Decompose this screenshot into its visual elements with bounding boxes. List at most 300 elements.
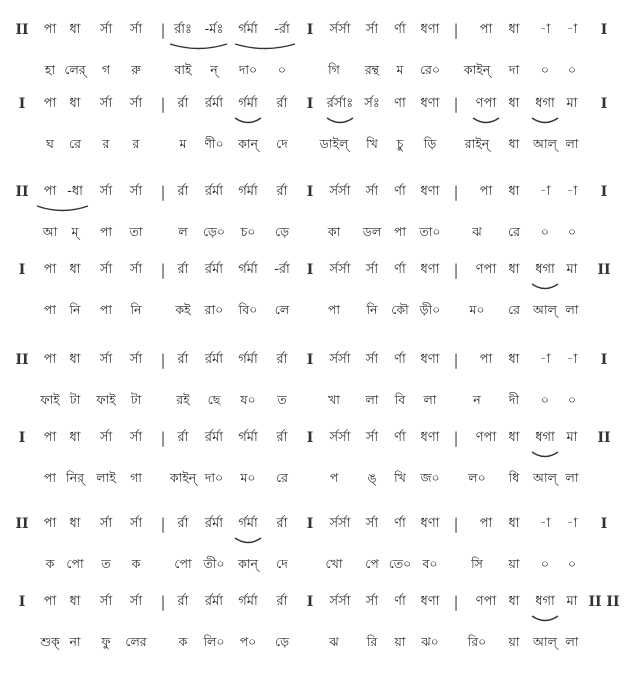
slur-mark xyxy=(170,44,227,49)
swara-note: র্সর্সা xyxy=(329,430,351,445)
swara-note: র্সর্সা xyxy=(329,184,351,199)
beat-divider: | xyxy=(453,593,459,611)
swara-note: র্সা xyxy=(99,352,113,367)
swara-note: ধা xyxy=(508,516,520,531)
swara-note: র্সা xyxy=(365,516,379,531)
lyric-syllable: ছে xyxy=(207,392,221,407)
lyric-syllable: য়া xyxy=(508,634,520,649)
swara-note: র্সা xyxy=(129,594,143,609)
swara-note: র্গর্মা xyxy=(238,430,258,445)
swara-note: র্রা xyxy=(276,352,288,367)
swara-note: ধগা xyxy=(535,96,555,111)
swara-note: র্রাঃ xyxy=(174,22,192,37)
lyric-syllable: পে xyxy=(365,556,379,571)
beat-divider: | xyxy=(160,261,166,279)
lyric-row xyxy=(0,466,644,490)
lyric-syllable: ঙ্ xyxy=(367,470,377,485)
swara-note: র্সর্সা xyxy=(329,516,351,531)
swara-note: র্সা xyxy=(365,262,379,277)
lyric-syllable: রা০ xyxy=(204,302,224,317)
swara-note: পা xyxy=(43,96,57,111)
lyric-row xyxy=(0,220,644,244)
swara-note: পা xyxy=(43,516,57,531)
left-barline: I xyxy=(18,262,26,278)
lyric-syllable: প xyxy=(329,470,339,485)
swara-note: -র্মঃ xyxy=(204,22,224,37)
swara-note: র্রা xyxy=(177,430,189,445)
swara-note: র্ণা xyxy=(394,430,406,445)
swara-note: ধা xyxy=(508,430,520,445)
swara-note: র্সা xyxy=(129,22,143,37)
beat-divider: | xyxy=(453,261,459,279)
lyric-syllable: য়া xyxy=(508,556,520,571)
lyric-syllable: ০ xyxy=(540,392,550,407)
swara-note: র্সা xyxy=(129,516,143,531)
lyric-syllable: রে xyxy=(276,470,288,485)
lyric-syllable: দা xyxy=(508,62,520,77)
swara-note: ণপা xyxy=(475,430,497,445)
lyric-syllable: ম০ xyxy=(469,302,485,317)
beat-divider: | xyxy=(160,429,166,447)
swara-note: ধা xyxy=(508,352,520,367)
lyric-syllable: দা০ xyxy=(238,62,258,77)
swara-note: র্সা xyxy=(129,96,143,111)
swara-note: ধণা xyxy=(420,430,440,445)
lyric-row xyxy=(0,298,644,322)
lyric-syllable: টা xyxy=(130,392,142,407)
lyric-syllable: নি xyxy=(130,302,142,317)
swara-note: ধা xyxy=(69,352,81,367)
left-barline: I xyxy=(18,430,26,446)
lyric-syllable: খা xyxy=(328,392,340,407)
swara-note: র্গর্মা xyxy=(238,516,258,531)
lyric-syllable: তে০ xyxy=(388,556,412,571)
swara-note: র্রা xyxy=(177,96,189,111)
lyric-row xyxy=(0,132,644,156)
swara-note: -া xyxy=(566,352,578,367)
lyric-syllable: ঝ xyxy=(472,224,482,239)
swara-row xyxy=(0,426,644,450)
lyric-syllable: ম্ xyxy=(71,224,79,239)
right-barline: I xyxy=(600,516,608,532)
swara-note: -া xyxy=(539,516,551,531)
swara-note: ণপা xyxy=(475,594,497,609)
slur-mark xyxy=(37,206,88,211)
beat-divider: | xyxy=(453,95,459,113)
lyric-syllable: লা xyxy=(423,392,437,407)
right-barline: I xyxy=(600,184,608,200)
swara-note: র্গর্মা xyxy=(238,96,258,111)
swara-note: র্রা xyxy=(177,352,189,367)
beat-divider: | xyxy=(160,21,166,39)
swara-note: পা xyxy=(479,22,493,37)
lyric-syllable: ০ xyxy=(567,556,577,571)
lyric-syllable: রে০ xyxy=(419,62,441,77)
lyric-syllable: দী xyxy=(508,392,520,407)
swara-note: র্সা xyxy=(129,430,143,445)
lyric-syllable: ০ xyxy=(540,224,550,239)
swara-note: ধা xyxy=(69,516,81,531)
lyric-syllable: না xyxy=(69,634,81,649)
swara-note: র্রর্মা xyxy=(204,184,224,199)
lyric-syllable: ধা xyxy=(508,136,520,151)
lyric-syllable: কাইন্ xyxy=(463,62,491,77)
lyric-syllable: জ০ xyxy=(420,470,440,485)
slur-mark xyxy=(473,118,499,123)
lyric-syllable: ০ xyxy=(567,224,577,239)
swara-note: র্সর্সা xyxy=(329,262,351,277)
swara-note: র্সা xyxy=(365,22,379,37)
lyric-syllable: পো xyxy=(174,556,192,571)
swara-note: ণা xyxy=(394,96,406,111)
swara-note: পা xyxy=(43,352,57,367)
swara-note: র্রা xyxy=(177,516,189,531)
swara-note: র্সঃ xyxy=(364,96,380,111)
lyric-syllable: পা xyxy=(43,470,57,485)
swara-note: পা xyxy=(43,22,57,37)
swara-note: র্রর্মা xyxy=(204,594,224,609)
swara-note: পা xyxy=(43,262,57,277)
lyric-syllable: কা xyxy=(327,224,341,239)
swara-note: ণপা xyxy=(475,262,497,277)
swara-note: র্রা xyxy=(276,184,288,199)
swara-note: ধণা xyxy=(420,594,440,609)
lyric-syllable: চ০ xyxy=(240,224,256,239)
swara-note: র্সা xyxy=(99,96,113,111)
right-barline: I xyxy=(600,96,608,112)
lyric-syllable: ঝ০ xyxy=(421,634,439,649)
swara-note: র্সর্সা xyxy=(329,594,351,609)
left-barline: I xyxy=(18,96,26,112)
lyric-syllable: টা xyxy=(69,392,81,407)
lyric-syllable: আল্ xyxy=(533,470,557,485)
lyric-syllable: ত xyxy=(277,392,287,407)
swara-note: র্রর্মা xyxy=(204,430,224,445)
lyric-syllable: রই xyxy=(176,392,190,407)
right-barline: I xyxy=(600,352,608,368)
swara-note: ধগা xyxy=(535,262,555,277)
lyric-syllable: ন্ xyxy=(210,62,218,77)
lyric-row xyxy=(0,552,644,576)
lyric-row xyxy=(0,630,644,654)
swara-note: ধা xyxy=(69,594,81,609)
lyric-syllable: ডাইল্ xyxy=(319,136,349,151)
lyric-syllable: তী০ xyxy=(203,556,225,571)
swara-note: ধগা xyxy=(535,430,555,445)
swara-note: -ধা xyxy=(67,184,83,199)
lyric-syllable: রে xyxy=(508,224,520,239)
lyric-syllable: য০ xyxy=(240,392,256,407)
swara-note: র্রা xyxy=(177,262,189,277)
swara-note: ধণা xyxy=(420,262,440,277)
lyric-syllable: বি xyxy=(394,392,406,407)
beat-divider: | xyxy=(160,351,166,369)
swara-note: র্ণা xyxy=(394,352,406,367)
lyric-syllable: আল্ xyxy=(533,302,557,317)
lyric-syllable: ম০ xyxy=(240,470,256,485)
swara-note: মা xyxy=(566,430,578,445)
lyric-syllable: প০ xyxy=(239,634,257,649)
lyric-syllable: লের xyxy=(125,634,147,649)
lyric-syllable: দে xyxy=(276,556,288,571)
slur-mark xyxy=(327,118,353,123)
swara-note: র্রা xyxy=(276,516,288,531)
lyric-syllable: রে xyxy=(508,302,520,317)
lyric-syllable: ড়ে০ xyxy=(202,224,226,239)
swara-row xyxy=(0,18,644,42)
slur-mark xyxy=(532,616,558,621)
lyric-syllable: নি xyxy=(366,302,378,317)
beat-divider: | xyxy=(453,21,459,39)
slur-mark xyxy=(532,118,558,123)
lyric-syllable: ফাই xyxy=(96,392,116,407)
swara-row xyxy=(0,348,644,372)
lyric-syllable: লে xyxy=(274,302,290,317)
lyric-syllable: লা xyxy=(565,302,579,317)
swara-row xyxy=(0,180,644,204)
swara-note: ধা xyxy=(508,594,520,609)
lyric-syllable: পা xyxy=(327,302,341,317)
swara-note: র্সা xyxy=(129,262,143,277)
lyric-syllable: ত xyxy=(101,556,111,571)
swara-note: র্ণা xyxy=(394,184,406,199)
lyric-syllable: গা xyxy=(130,470,142,485)
swara-note: ধণা xyxy=(420,516,440,531)
lyric-syllable: ০ xyxy=(567,62,577,77)
swara-row xyxy=(0,258,644,282)
lyric-syllable: আল্ xyxy=(533,634,557,649)
lyric-syllable: ড়ী০ xyxy=(419,302,441,317)
mid-barline: I xyxy=(306,22,314,38)
swara-note: -র্রা xyxy=(274,22,290,37)
mid-barline: I xyxy=(306,184,314,200)
lyric-syllable: সি xyxy=(471,556,483,571)
left-barline: II xyxy=(15,184,29,200)
swara-note: পা xyxy=(43,594,57,609)
lyric-syllable: রি xyxy=(366,634,378,649)
lyric-syllable: ক xyxy=(45,556,55,571)
lyric-syllable: তা xyxy=(129,224,143,239)
lyric-syllable: কান্ xyxy=(238,136,258,151)
swara-note: -র্রা xyxy=(274,262,290,277)
swara-note: র্ণা xyxy=(394,516,406,531)
lyric-syllable: লের্ xyxy=(64,62,86,77)
lyric-syllable: বি০ xyxy=(238,302,258,317)
lyric-syllable: পা xyxy=(99,302,113,317)
swara-note: র্ণা xyxy=(394,22,406,37)
mid-barline: I xyxy=(306,96,314,112)
lyric-syllable: ০ xyxy=(540,62,550,77)
lyric-syllable: লা xyxy=(565,634,579,649)
swara-note: র্সা xyxy=(99,184,113,199)
mid-barline: I xyxy=(306,516,314,532)
swara-note: ণপা xyxy=(475,96,497,111)
swara-note: র্রর্মা xyxy=(204,262,224,277)
swara-note: ধগা xyxy=(535,594,555,609)
mid-barline: I xyxy=(306,262,314,278)
right-barline: I xyxy=(600,22,608,38)
beat-divider: | xyxy=(160,515,166,533)
beat-divider: | xyxy=(160,95,166,113)
swara-note: র্ণা xyxy=(394,262,406,277)
swara-note: র্রা xyxy=(177,184,189,199)
lyric-syllable: পা xyxy=(43,302,57,317)
lyric-syllable: ন xyxy=(473,392,481,407)
swara-note: ধণা xyxy=(420,184,440,199)
swara-note: র্রা xyxy=(276,430,288,445)
swara-note: পা xyxy=(479,184,493,199)
lyric-syllable: তা০ xyxy=(419,224,441,239)
swara-row xyxy=(0,512,644,536)
beat-divider: | xyxy=(160,593,166,611)
swara-note: ধা xyxy=(69,430,81,445)
swara-note: -া xyxy=(566,22,578,37)
swara-note: র্গর্মা xyxy=(238,22,258,37)
lyric-syllable: গ xyxy=(101,62,111,77)
lyric-syllable: লা xyxy=(565,470,579,485)
beat-divider: | xyxy=(453,183,459,201)
lyric-syllable: রু xyxy=(131,62,141,77)
lyric-syllable: পো xyxy=(66,556,84,571)
swara-note: র্রা xyxy=(276,96,288,111)
lyric-syllable: রাইন্ xyxy=(464,136,490,151)
lyric-syllable: লা xyxy=(365,392,379,407)
swara-note: পা xyxy=(43,430,57,445)
lyric-syllable: ল০ xyxy=(468,470,486,485)
lyric-row xyxy=(0,58,644,82)
swara-note: পা xyxy=(43,184,57,199)
lyric-syllable: কান্ xyxy=(238,556,258,571)
swara-note: -া xyxy=(539,22,551,37)
swara-note: র্রা xyxy=(177,594,189,609)
swara-note: -া xyxy=(566,516,578,531)
lyric-syllable: কই xyxy=(175,302,191,317)
lyric-syllable: খো xyxy=(325,556,343,571)
slur-mark xyxy=(235,118,261,123)
lyric-syllable: চু xyxy=(396,136,404,151)
swara-note: র্রা xyxy=(276,594,288,609)
swara-note: পা xyxy=(479,516,493,531)
lyric-syllable: বাই xyxy=(174,62,192,77)
lyric-syllable: দা০ xyxy=(204,470,224,485)
swara-row xyxy=(0,92,644,116)
swara-note: ধা xyxy=(508,262,520,277)
swara-note: -া xyxy=(566,184,578,199)
lyric-syllable: নি xyxy=(69,302,81,317)
lyric-syllable: র xyxy=(132,136,140,151)
lyric-syllable: ফু xyxy=(101,634,111,649)
right-barline: II xyxy=(597,262,611,278)
lyric-syllable: ০ xyxy=(540,556,550,571)
swara-note: পা xyxy=(479,352,493,367)
swara-note: র্গর্মা xyxy=(238,352,258,367)
swara-note: র্সা xyxy=(365,352,379,367)
lyric-syllable: ল xyxy=(178,224,188,239)
lyric-syllable: নির্ xyxy=(66,470,84,485)
lyric-syllable: ব০ xyxy=(422,556,438,571)
swara-note: -া xyxy=(539,352,551,367)
swara-note: ধা xyxy=(508,96,520,111)
swara-note: র্সা xyxy=(99,594,113,609)
swara-note: ধা xyxy=(508,184,520,199)
lyric-syllable: খি xyxy=(366,136,378,151)
lyric-syllable: ধি xyxy=(508,470,520,485)
swara-note: র্রর্মা xyxy=(204,352,224,367)
lyric-syllable: ম xyxy=(396,62,404,77)
lyric-syllable: আল্ xyxy=(533,136,557,151)
lyric-syllable: ণী০ xyxy=(204,136,224,151)
lyric-syllable: পা xyxy=(393,224,407,239)
slur-mark xyxy=(235,44,295,49)
swara-note: র্গর্মা xyxy=(238,184,258,199)
beat-divider: | xyxy=(160,183,166,201)
mid-barline: I xyxy=(306,594,314,610)
lyric-syllable: পা xyxy=(99,224,113,239)
left-barline: II xyxy=(15,352,29,368)
right-barline: II xyxy=(597,430,611,446)
swara-note: ধা xyxy=(69,96,81,111)
lyric-syllable: দে xyxy=(276,136,288,151)
lyric-syllable: কৌ xyxy=(391,302,409,317)
left-barline: II xyxy=(15,516,29,532)
lyric-syllable: ড়ি xyxy=(423,136,437,151)
swara-note: র্সা xyxy=(99,516,113,531)
swara-note: ধণা xyxy=(420,22,440,37)
swara-note: র্সা xyxy=(129,184,143,199)
lyric-syllable: হা xyxy=(44,62,56,77)
swara-note: র্সা xyxy=(99,262,113,277)
swara-note: ধণা xyxy=(420,352,440,367)
lyric-syllable: রি০ xyxy=(467,634,487,649)
swara-note: ধা xyxy=(69,22,81,37)
swara-note: ধা xyxy=(69,262,81,277)
swara-note: র্ণা xyxy=(394,594,406,609)
lyric-syllable: ঘ xyxy=(46,136,54,151)
left-barline: II xyxy=(15,22,29,38)
lyric-syllable: ডল xyxy=(362,224,382,239)
lyric-syllable: লাই xyxy=(96,470,116,485)
lyric-syllable: ম xyxy=(179,136,187,151)
lyric-syllable: ০ xyxy=(567,392,577,407)
lyric-syllable: ঝ xyxy=(329,634,339,649)
swara-note: মা xyxy=(566,262,578,277)
swara-note: র্সা xyxy=(99,430,113,445)
lyric-syllable: কাইন্ xyxy=(169,470,197,485)
lyric-syllable: ড়ে xyxy=(275,224,289,239)
swara-note: র্গর্মা xyxy=(238,594,258,609)
swara-note: র্রর্সাঃ xyxy=(326,96,354,111)
swara-row xyxy=(0,590,644,614)
lyric-row xyxy=(0,388,644,412)
swara-note: র্সা xyxy=(129,352,143,367)
swara-note: ধণা xyxy=(420,96,440,111)
swara-note: -া xyxy=(539,184,551,199)
swara-note: মা xyxy=(566,96,578,111)
swara-note: র্রর্মা xyxy=(204,516,224,531)
swara-note: মা xyxy=(566,594,578,609)
beat-divider: | xyxy=(453,515,459,533)
swara-note: র্গর্মা xyxy=(238,262,258,277)
swara-note: র্সা xyxy=(365,430,379,445)
slur-mark xyxy=(532,452,558,457)
lyric-syllable: শুক্ xyxy=(40,634,60,649)
lyric-syllable: লি০ xyxy=(203,634,225,649)
swara-note: ধা xyxy=(508,22,520,37)
lyric-syllable: আ xyxy=(42,224,58,239)
lyric-syllable: রন্থ xyxy=(364,62,380,77)
beat-divider: | xyxy=(453,351,459,369)
swara-note: র্সর্সা xyxy=(329,352,351,367)
